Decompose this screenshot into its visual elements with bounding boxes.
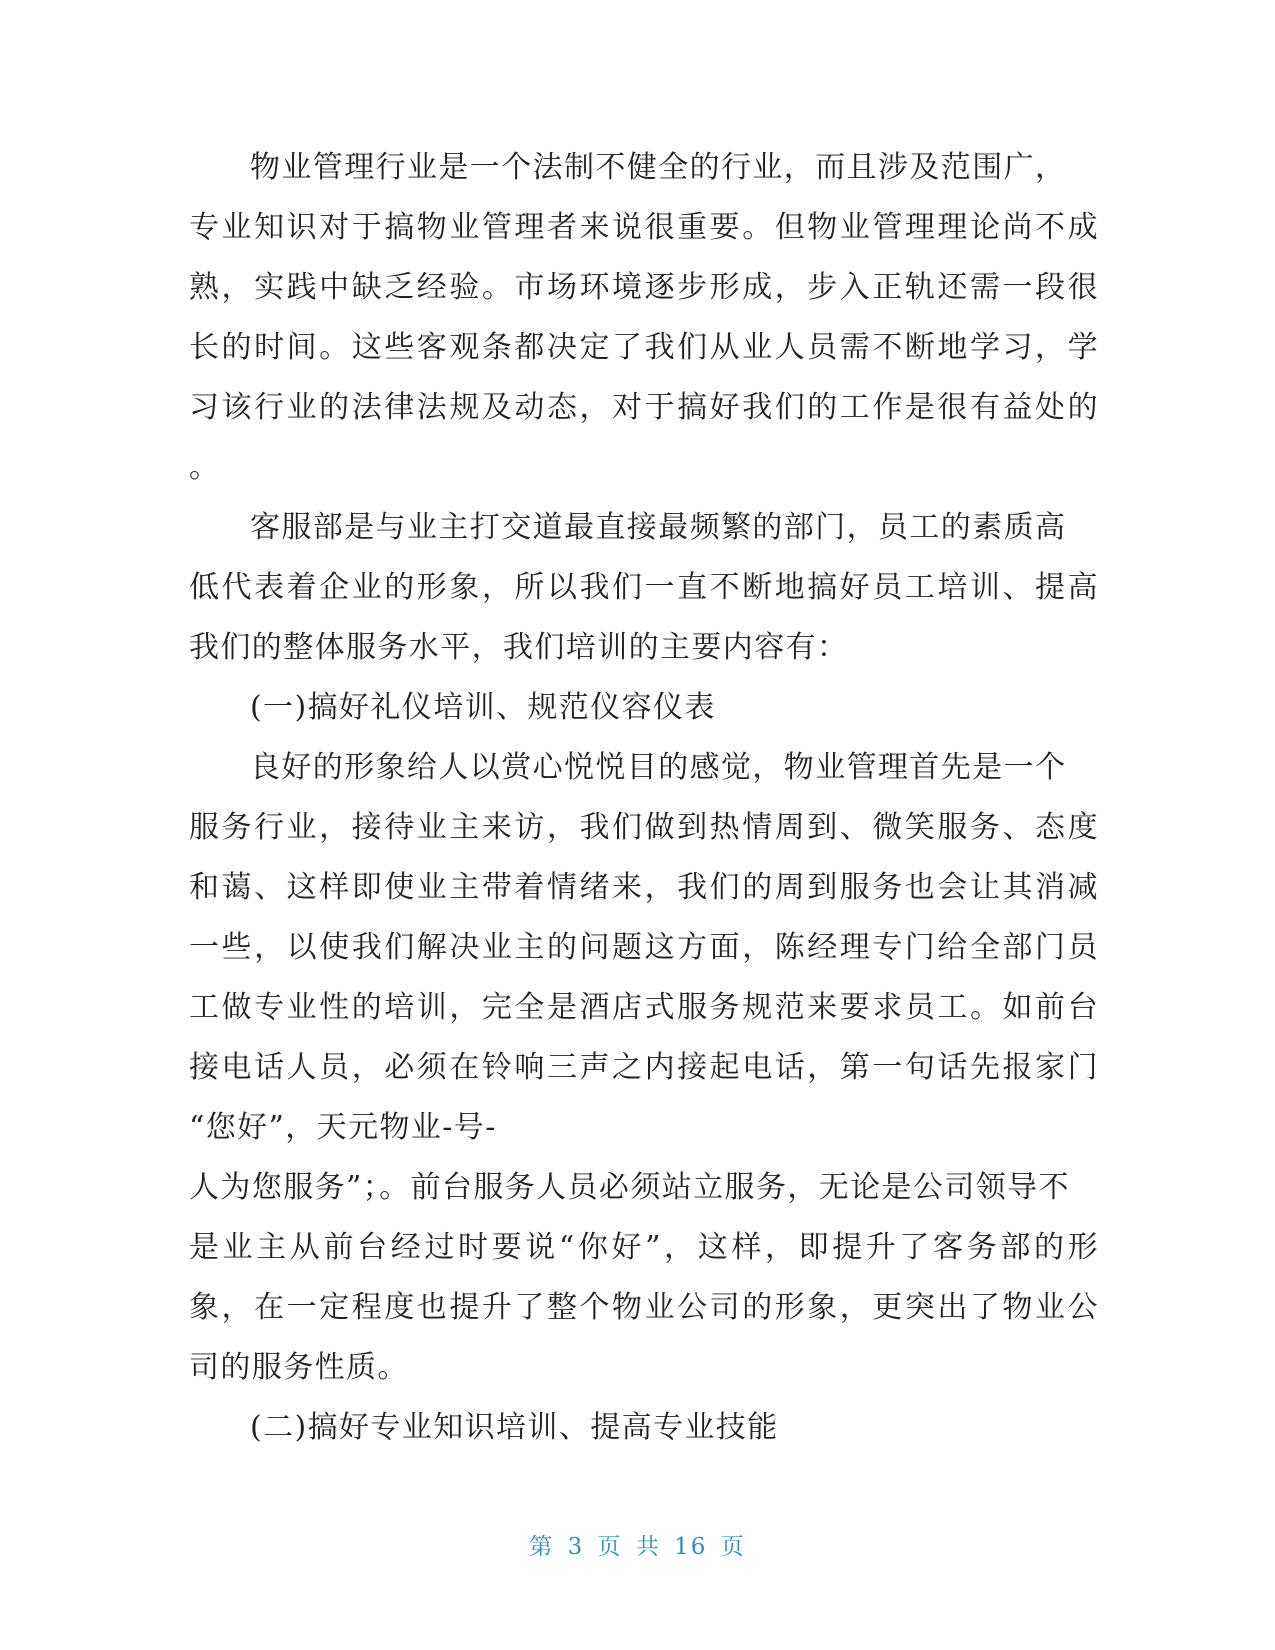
text-line: 象，在一定程度也提升了整个物业公司的形象，更突出了物业公: [189, 1290, 1099, 1325]
text-line: 我们的整体服务水平，我们培训的主要内容有：: [189, 630, 849, 665]
text-line: 习该行业的法律法规及动态，对于搞好我们的工作是很有益处的: [189, 390, 1099, 425]
text-line: 司的服务性质。: [189, 1350, 409, 1385]
text-line: 和蔼、这样即使业主带着情绪来，我们的周到服务也会让其消减: [189, 870, 1099, 905]
page-number: 第 3 页 共 16 页: [529, 1534, 746, 1560]
text-line: 物业管理行业是一个法制不健全的行业，而且涉及范围广，: [250, 150, 1067, 185]
section-heading: (二)搞好专业知识培训、提高专业技能: [250, 1410, 779, 1445]
text-line: “您好”，天元物业-号-: [189, 1110, 497, 1145]
text-line: 。: [189, 450, 221, 485]
text-line: 接电话人员，必须在铃响三声之内接起电话，第一句话先报家门: [189, 1050, 1099, 1085]
text-line: 客服部是与业主打交道最直接最频繁的部门，员工的素质高: [250, 510, 1067, 545]
text-line: 良好的形象给人以赏心悦悦目的感觉，物业管理首先是一个: [250, 750, 1067, 785]
section-heading: (一)搞好礼仪培训、规范仪容仪表: [250, 690, 716, 725]
text-line: 专业知识对于搞物业管理者来说很重要。但物业管理理论尚不成: [189, 210, 1099, 245]
text-line: 人为您服务”；。前台服务人员必须站立服务，无论是公司领导不: [189, 1170, 1070, 1205]
text-line: 工做专业性的培训，完全是酒店式服务规范来要求员工。如前台: [189, 990, 1099, 1025]
text-line: 一些，以使我们解决业主的问题这方面，陈经理专门给全部门员: [189, 930, 1099, 965]
document-body: [189, 138, 1099, 1458]
text-line: 服务行业，接待业主来访，我们做到热情周到、微笑服务、态度: [189, 810, 1099, 845]
text-line: 低代表着企业的形象，所以我们一直不断地搞好员工培训、提高: [189, 570, 1099, 605]
text-line: 长的时间。这些客观条都决定了我们从业人员需不断地学习，学: [189, 330, 1099, 365]
text-line: 熟，实践中缺乏经验。市场环境逐步形成，步入正轨还需一段很: [189, 270, 1099, 305]
text-line: 是业主从前台经过时要说“你好”，这样，即提升了客务部的形: [189, 1230, 1099, 1265]
